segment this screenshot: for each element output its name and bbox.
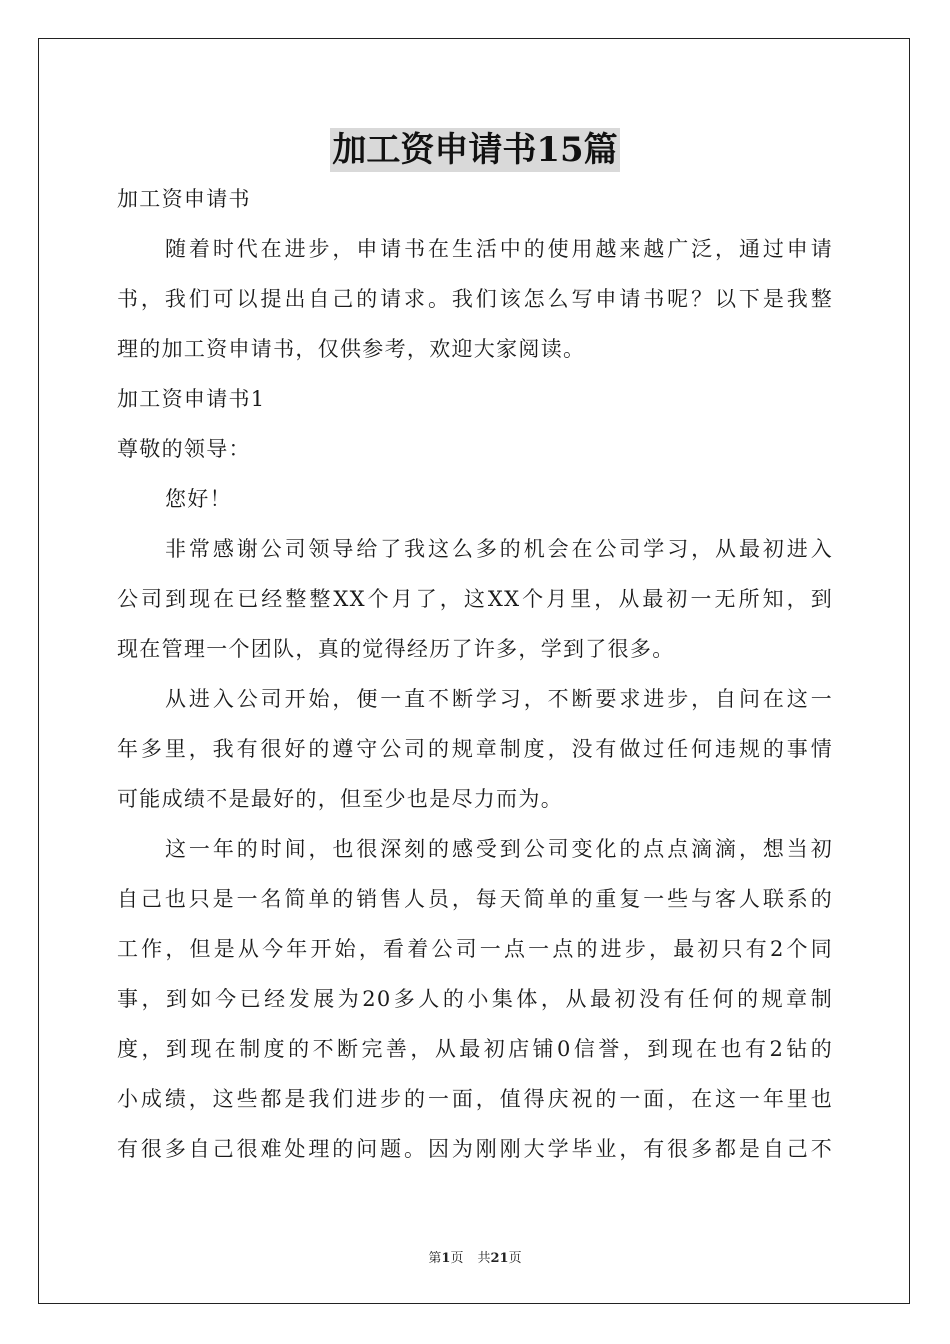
- title-container: [0, 128, 950, 172]
- text-line: 加工资申请书1: [117, 387, 266, 411]
- total-label-suffix: 页: [508, 1251, 522, 1266]
- page-label-prefix: 第: [428, 1251, 442, 1266]
- text-line: 理的加工资申请书，仅供参考，欢迎大家阅读。: [117, 337, 586, 361]
- text-line: 小成绩，这些都是我们进步的一面，值得庆祝的一面，在这一年里也: [117, 1087, 833, 1111]
- text-line: 非常感谢公司领导给了我这么多的机会在公司学习，从最初进入: [165, 537, 833, 561]
- text-line: 可能成绩不是最好的，但至少也是尽力而为。: [117, 787, 563, 811]
- document-body: [117, 174, 833, 1174]
- page-footer: [0, 1247, 950, 1266]
- text-line: 加工资申请书: [117, 187, 251, 211]
- total-pages: 21: [490, 1251, 509, 1266]
- text-line: 有很多自己很难处理的问题。因为刚刚大学毕业，有很多都是自己不: [117, 1137, 833, 1161]
- text-line: 公司到现在已经整整XX个月了，这XX个月里，从最初一无所知，到: [117, 587, 833, 611]
- text-line: 尊敬的领导：: [117, 437, 251, 461]
- page-label-suffix: 页: [450, 1251, 464, 1266]
- text-line: 现在管理一个团队，真的觉得经历了许多，学到了很多。: [117, 637, 675, 661]
- text-line: 随着时代在进步，申请书在生活中的使用越来越广泛，通过申请: [165, 237, 833, 261]
- text-line: 书，我们可以提出自己的请求。我们该怎么写申请书呢？以下是我整: [117, 287, 833, 311]
- text-line: 工作，但是从今年开始，看着公司一点一点的进步，最初只有2个同: [117, 937, 833, 961]
- text-line: 事，到如今已经发展为20多人的小集体，从最初没有任何的规章制: [117, 987, 833, 1011]
- document-title: 加工资申请书15篇: [332, 130, 618, 170]
- text-line: 自己也只是一名简单的销售人员，每天简单的重复一些与客人联系的: [117, 887, 833, 911]
- text-line: 年多里，我有很好的遵守公司的规章制度，没有做过任何违规的事情: [117, 737, 833, 761]
- text-line: 度，到现在制度的不断完善，从最初店铺0信誉，到现在也有2钻的: [117, 1037, 833, 1061]
- text-line: 这一年的时间，也很深刻的感受到公司变化的点点滴滴，想当初: [165, 837, 833, 861]
- page-number: 1: [441, 1251, 451, 1266]
- text-line: 从进入公司开始，便一直不断学习，不断要求进步，自问在这一: [165, 687, 833, 711]
- text-line: 您好！: [165, 487, 232, 511]
- total-label-prefix: 共: [477, 1251, 491, 1266]
